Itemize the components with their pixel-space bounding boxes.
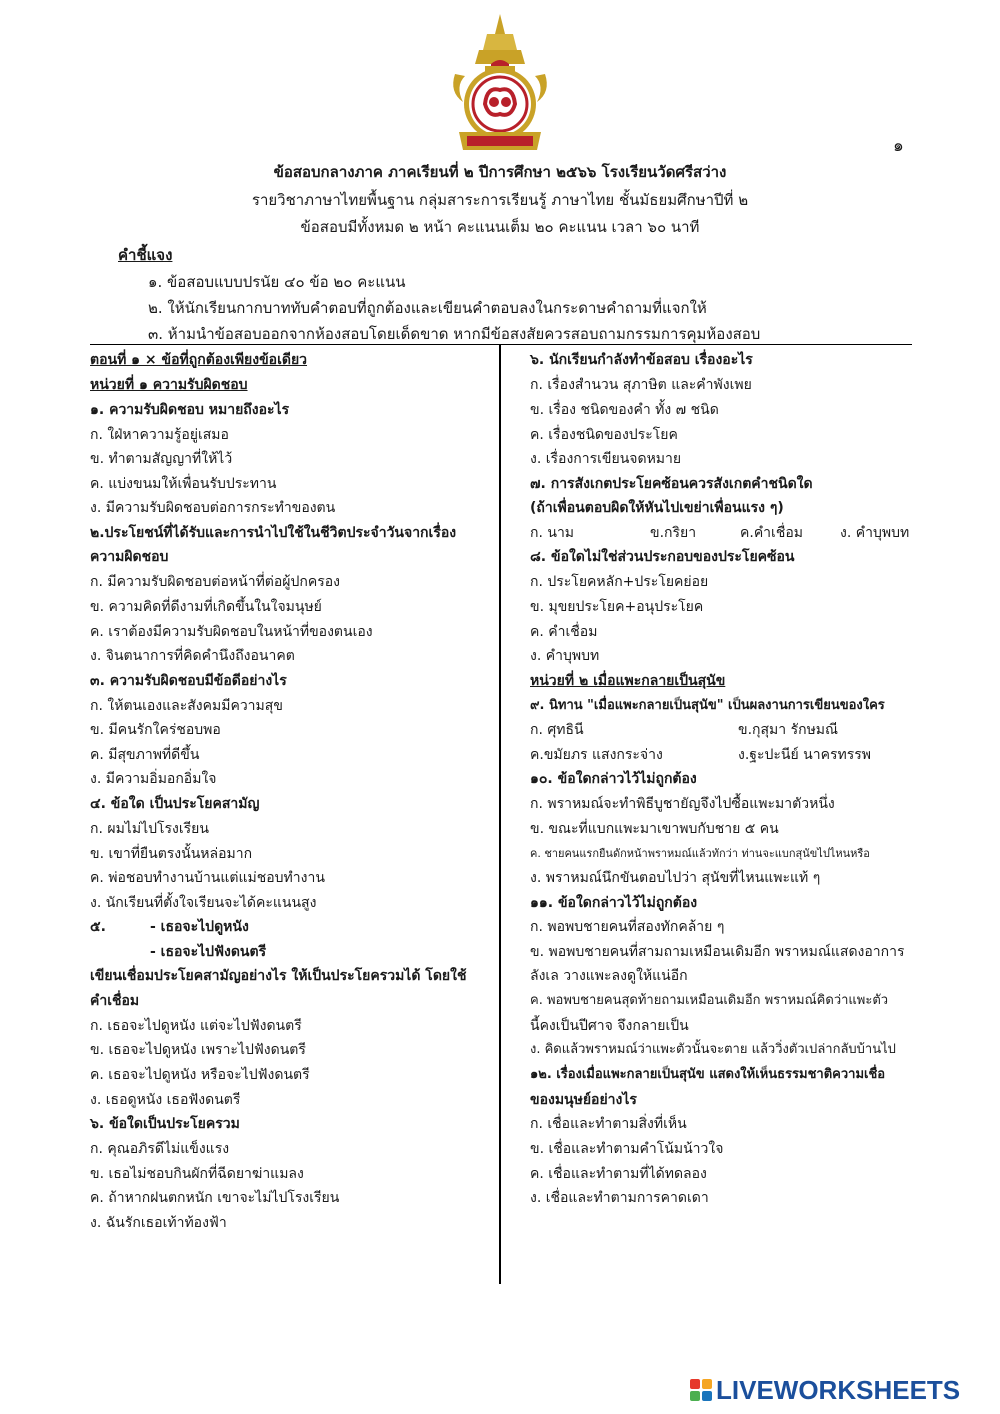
question-5-number: ๕. xyxy=(90,919,106,935)
part-heading: ตอนที่ ๑ × ข้อที่ถูกต้องเพียงข้อเดียว xyxy=(90,352,308,368)
choice[interactable]: ค.ขมัยภร แสงกระจ่าง xyxy=(530,747,663,763)
choice[interactable]: ค. มีสุขภาพที่ดีขึ้น xyxy=(90,747,200,763)
choice[interactable]: ก. ผมไม่ไปโรงเรียน xyxy=(90,821,209,837)
choice[interactable]: ง. คำบุพบท xyxy=(530,648,600,664)
question-3: ๓. ความรับผิดชอบมีข้อดีอย่างไร xyxy=(90,673,287,689)
choice[interactable]: ค. ชายคนแรกยืนดักหน้าพราหมณ์แล้วทักว่า ท่านจะแบกสุนัขไปไหนหรือ xyxy=(530,847,870,860)
choice[interactable]: ก. ประโยคหลัก+ประโยคย่อย xyxy=(530,574,709,590)
choice[interactable]: ข. เธอจะไปดูหนัง เพราะไปฟังดนตรี xyxy=(90,1042,306,1058)
brand-name: LIVEWORKSHEETS xyxy=(716,1374,961,1405)
choice-cont: ลังเล วางแพะลงดูให้แน่อีก xyxy=(530,968,688,984)
choice[interactable]: ข. พอพบชายคนที่สามถามเหมือนเดิมอีก พราหมณ์แสดงอาการ xyxy=(530,944,905,960)
question-7-cont: (ถ้าเพื่อนตอบผิดให้หันไปเขย่าเพื่อนแรง ๆ) xyxy=(530,500,784,516)
choice[interactable]: ก. เธอจะไปดูหนัง แต่จะไปฟังดนตรี xyxy=(90,1018,302,1034)
question-10: ๑๐. ข้อใดกล่าวไว้ไม่ถูกต้อง xyxy=(530,771,697,787)
instruction-item: ๒. ให้นักเรียนกากบาททับคำตอบที่ถูกต้องและเขียนคำตอบลงในกระดาษคำถามที่แจกให้ xyxy=(148,299,707,317)
choice[interactable]: ก. ให้ตนเองและสังคมมีความสุข xyxy=(90,698,283,714)
choice[interactable]: ค.คำเชื่อม xyxy=(740,525,803,541)
question-5: เขียนเชื่อมประโยคสามัญอย่างไร ให้เป็นประโยครวมได้ โดยใช้ xyxy=(90,968,467,984)
choice[interactable]: ข. เชื่อและทำตามคำโน้มน้าวใจ xyxy=(530,1141,724,1157)
choice[interactable]: ข. ทำตามสัญญาที่ให้ไว้ xyxy=(90,451,233,467)
choice[interactable]: ค. พ่อชอบทำงานบ้านแต่แม่ชอบทำงาน xyxy=(90,870,325,886)
choice[interactable]: ง. จินตนาการที่คิดคำนึงถึงอนาคต xyxy=(90,648,295,664)
exam-subject: รายวิชาภาษาไทยพื้นฐาน กลุ่มสาระการเรียนรู้ ภาษาไทย ชั้นมัธยมศึกษาปีที่ ๒ xyxy=(251,191,749,209)
choice[interactable]: ข. มีคนรักใคร่ชอบพอ xyxy=(90,722,221,738)
choice[interactable]: ค. แบ่งขนมให้เพื่อนรับประทาน xyxy=(90,476,277,492)
choice[interactable]: ง. เชื่อและทำตามการคาดเดา xyxy=(530,1190,709,1206)
choice[interactable]: ก. มีความรับผิดชอบต่อหน้าที่ต่อผู้ปกครอง xyxy=(90,574,341,590)
question-5-sentence: - เธอจะไปฟังดนตรี xyxy=(150,944,267,960)
question-6: ๖. ข้อใดเป็นประโยครวม xyxy=(90,1116,240,1132)
choice[interactable]: ค. เราต้องมีความรับผิดชอบในหน้าที่ของตนเอง xyxy=(90,624,373,640)
choice[interactable]: ค. เรื่องชนิดของประโยค xyxy=(530,427,678,443)
question-7: ๗. การสังเกตประโยคซ้อนควรสังเกตคำชนิดใด xyxy=(530,476,813,492)
exam-title: ข้อสอบกลางภาค ภาคเรียนที่ ๒ ปีการศึกษา ๒๕๖๖ โรงเรียนวัดศรีสว่าง xyxy=(273,163,727,181)
choice[interactable]: ง. มีความอิ่มอกอิ่มใจ xyxy=(90,771,217,787)
question-9: ๙. นิทาน "เมื่อแพะกลายเป็นสุนัข" เป็นผลงานการเขียนของใคร xyxy=(530,698,885,713)
instruction-item: ๑. ข้อสอบแบบปรนัย ๔๐ ข้อ ๒๐ คะแนน xyxy=(148,273,406,291)
section-divider xyxy=(90,344,912,345)
question-1: ๑. ความรับผิดชอบ หมายถึงอะไร xyxy=(90,402,290,418)
choice[interactable]: ค. คำเชื่อม xyxy=(530,624,598,640)
school-logo xyxy=(445,12,555,157)
choice[interactable]: ข. เธอไม่ชอบกินผักที่ฉีดยาฆ่าแมลง xyxy=(90,1166,304,1182)
column-divider xyxy=(499,344,501,1284)
choice[interactable]: ก. เรื่องสำนวน สุภาษิต และคำพังเพย xyxy=(530,377,752,393)
question-6b: ๖. นักเรียนกำลังทำข้อสอบ เรื่องอะไร xyxy=(530,352,753,368)
choice[interactable]: ง. มีความรับผิดชอบต่อการกระทำของตน xyxy=(90,500,336,516)
liveworksheets-logo xyxy=(690,1375,960,1405)
choice[interactable]: ก. นาม xyxy=(530,525,575,541)
question-5-cont: คำเชื่อม xyxy=(90,993,140,1009)
instructions-title: คำชี้แจง xyxy=(118,246,173,264)
choice[interactable]: ก. คุณอภิรดีไม่แข็งแรง xyxy=(90,1141,230,1157)
page-number: ๑ xyxy=(893,136,904,156)
question-11: ๑๑. ข้อใดกล่าวไว้ไม่ถูกต้อง xyxy=(530,895,698,911)
choice[interactable]: ง. คำบุพบท xyxy=(840,525,910,541)
choice[interactable]: ก. ใฝ่หาความรู้อยู่เสมอ xyxy=(90,427,229,443)
choice[interactable]: ข.กริยา xyxy=(650,525,697,541)
question-12-cont: ของมนุษย์อย่างไร xyxy=(530,1092,637,1108)
liveworksheets-icon xyxy=(690,1379,712,1401)
choice[interactable]: ก. พราหมณ์จะทำพิธีบูชายัญจึงไปซื้อแพะมาตัวหนึ่ง xyxy=(530,796,835,812)
choice[interactable]: ง.ฐะปะนีย์ นาครทรรพ xyxy=(738,747,871,763)
unit-heading: หน่วยที่ ๑ ความรับผิดชอบ xyxy=(90,377,248,393)
choice[interactable]: ง. ฉันรักเธอเท้าท้องฟ้า xyxy=(90,1215,227,1231)
choice[interactable]: ค. เธอจะไปดูหนัง หรือจะไปฟังดนตรี xyxy=(90,1067,310,1083)
choice[interactable]: ค. พอพบชายคนสุดท้ายถามเหมือนเดิมอีก พราหมณ์คิดว่าแพะตัว xyxy=(530,993,889,1008)
instruction-item: ๓. ห้ามนำข้อสอบออกจากห้องสอบโดยเด็ดขาด หากมีข้อสงสัยควรสอบถามกรรมการคุมห้องสอบ xyxy=(148,325,761,343)
choice[interactable]: ง. คิดแล้วพราหมณ์ว่าแพะตัวนั้นจะตาย แล้ววิ่งตัวเปล่ากลับบ้านไป xyxy=(530,1042,896,1057)
choice[interactable]: ข. เรื่อง ชนิดของคำ ทั้ง ๗ ชนิด xyxy=(530,402,719,418)
unit-heading: หน่วยที่ ๒ เมื่อแพะกลายเป็นสุนัข xyxy=(530,673,726,689)
question-5-sentence: - เธอจะไปดูหนัง xyxy=(150,919,249,935)
question-2: ๒.ประโยชน์ที่ได้รับและการนำไปใช้ในชีวิตประจำวันจากเรื่อง xyxy=(90,525,457,541)
choice[interactable]: ก. เชื่อและทำตามสิ่งที่เห็น xyxy=(530,1116,687,1132)
choice[interactable]: ข. เขาที่ยืนตรงนั้นหล่อมาก xyxy=(90,846,253,862)
choice[interactable]: ง. เรื่องการเขียนจดหมาย xyxy=(530,451,682,467)
choice[interactable]: ข. ขณะที่แบกแพะมาเขาพบกับชาย ๕ คน xyxy=(530,821,779,837)
choice[interactable]: ง. เธอดูหนัง เธอฟังดนตรี xyxy=(90,1092,241,1108)
choice[interactable]: ก. พอพบชายคนที่สองทักคล้าย ๆ xyxy=(530,919,725,935)
choice[interactable]: ค. เชื่อและทำตามที่ได้ทดลอง xyxy=(530,1166,707,1182)
question-2-cont: ความผิดชอบ xyxy=(90,549,169,565)
choice[interactable]: ง. นักเรียนที่ตั้งใจเรียนจะได้คะแนนสูง xyxy=(90,895,317,911)
choice[interactable]: ค. ถ้าหากฝนตกหนัก เขาจะไม่ไปโรงเรียน xyxy=(90,1190,340,1206)
choice[interactable]: ง. พราหมณ์นึกขันตอบไปว่า สุนัขที่ไหนแพะแท้ ๆ xyxy=(530,870,821,886)
choice[interactable]: ข. มุขยประโยค+อนุประโยค xyxy=(530,599,704,615)
choice-cont: นี้คงเป็นปีศาจ จึงกลายเป็น xyxy=(530,1018,689,1034)
choice[interactable]: ข.กุสุมา รักษมณี xyxy=(738,722,839,738)
choice[interactable]: ก. ศุทธินี xyxy=(530,722,584,738)
exam-info: ข้อสอบมีทั้งหมด ๒ หน้า คะแนนเต็ม ๒๐ คะแนน เวลา ๖๐ นาที xyxy=(300,218,700,236)
question-12: ๑๒. เรื่องเมื่อแพะกลายเป็นสุนัข แสดงให้เห็นธรรมชาติความเชื่อ xyxy=(530,1067,886,1082)
choice[interactable]: ข. ความคิดที่ดีงามที่เกิดขึ้นในใจมนุษย์ xyxy=(90,599,322,615)
question-8: ๘. ข้อใดไม่ใช่ส่วนประกอบของประโยคซ้อน xyxy=(530,549,795,565)
question-4: ๔. ข้อใด เป็นประโยคสามัญ xyxy=(90,796,260,812)
